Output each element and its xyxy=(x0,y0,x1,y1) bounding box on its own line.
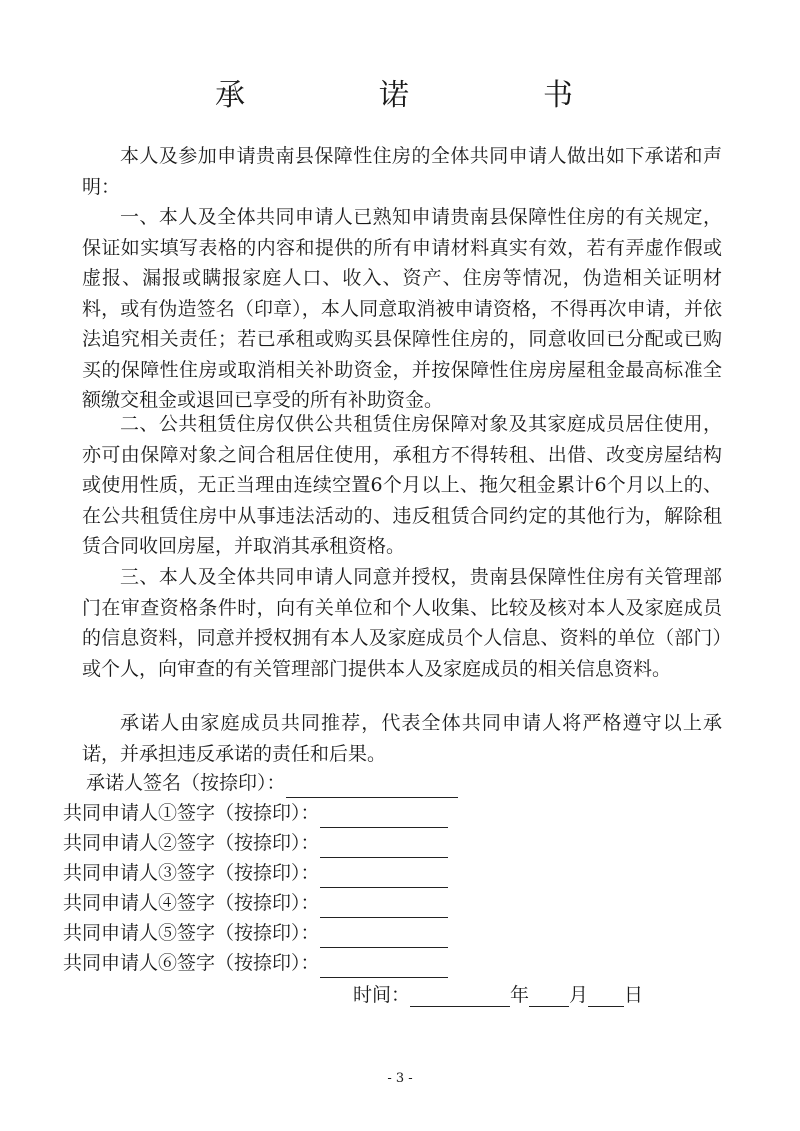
intro-paragraph: 本人及参加申请贵南县保障性住房的全体共同申请人做出如下承诺和声明： xyxy=(82,145,722,198)
date-month-line[interactable] xyxy=(529,984,569,1007)
co-signature-label-2: 共同申请人②签字（按捺印）： xyxy=(63,832,320,854)
co-signature-line-5[interactable] xyxy=(320,925,448,948)
co-signature-label-6: 共同申请人⑥签字（按捺印）： xyxy=(63,952,320,974)
date-year-line[interactable] xyxy=(410,984,510,1007)
co-signature-row-1 xyxy=(63,798,448,828)
page-number: - 3 - xyxy=(387,1071,413,1086)
co-signature-line-4[interactable] xyxy=(320,895,448,918)
date-year-label: 年 xyxy=(510,984,530,1006)
document-title: 承 诺 书 xyxy=(215,78,625,113)
closing-paragraph: 承诺人由家庭成员共同推荐，代表全体共同申请人将严格遵守以上承诺，并承担违反承诺的责任和后果。 xyxy=(82,712,722,765)
clause-3: 三、本人及全体共同申请人同意并授权，贵南县保障性住房有关管理部门在审查资格条件时，向有关单位和个人收集、比较及核对本人及家庭成员的信息资料，同意并授权拥有本人及家庭成员个人信息、资料的单位（部门）或个人，向审查的有关管理部门提供本人及家庭成员的相关信息资料。 xyxy=(82,566,722,680)
signature-main-line[interactable] xyxy=(286,775,458,798)
signature-main-label: 承诺人签名（按捺印）： xyxy=(86,772,286,794)
co-signature-line-3[interactable] xyxy=(320,865,448,888)
co-signature-label-3: 共同申请人③签字（按捺印）： xyxy=(63,862,320,884)
date-day-label: 日 xyxy=(624,984,644,1006)
date-day-line[interactable] xyxy=(588,984,624,1007)
co-signature-label-5: 共同申请人⑤签字（按捺印）： xyxy=(63,922,320,944)
co-signature-row-3 xyxy=(63,858,448,888)
date-row xyxy=(353,980,643,1007)
co-signature-line-1[interactable] xyxy=(320,805,448,828)
co-signature-row-2 xyxy=(63,828,448,858)
co-signature-label-4: 共同申请人④签字（按捺印）： xyxy=(63,892,320,914)
co-signature-label-1: 共同申请人①签字（按捺印）： xyxy=(63,802,320,824)
co-signature-line-2[interactable] xyxy=(320,835,448,858)
co-signature-row-5 xyxy=(63,918,448,948)
clause-1: 一、本人及全体共同申请人已熟知申请贵南县保障性住房的有关规定，保证如实填写表格的内容和提供的所有申请材料真实有效，若有弄虚作假或虚报、漏报或瞒报家庭人口、收入、资产、住房等情况，伪造相关证明材料，或有伪造签名（印章），本人同意取消被申请资格，不得再次申请，并依法追究相关责任；若已承租或购买县保障性住房的，同意收回已分配或已购买的保障性住房或取消相关补助资金，并按保障性住房房屋租金最高标准全额缴交租金或退回已享受的所有补助资金。 xyxy=(82,206,722,411)
co-signature-row-6 xyxy=(63,948,448,978)
co-signature-line-6[interactable] xyxy=(320,955,448,978)
clause-2: 二、公共租赁住房仅供公共租赁住房保障对象及其家庭成员居住使用，亦可由保障对象之间合租居住使用，承租方不得转租、出借、改变房屋结构或使用性质，无正当理由连续空置6个月以上、拖欠租金累计6个月以上的、在公共租赁住房中从事违法活动的、违反租赁合同约定的其他行为，解除租赁合同收回房屋，并取消其承租资格。 xyxy=(82,413,722,557)
date-month-label: 月 xyxy=(569,984,589,1006)
date-label: 时间： xyxy=(353,984,411,1006)
co-signature-row-4 xyxy=(63,888,448,918)
signature-main-row xyxy=(86,768,458,798)
